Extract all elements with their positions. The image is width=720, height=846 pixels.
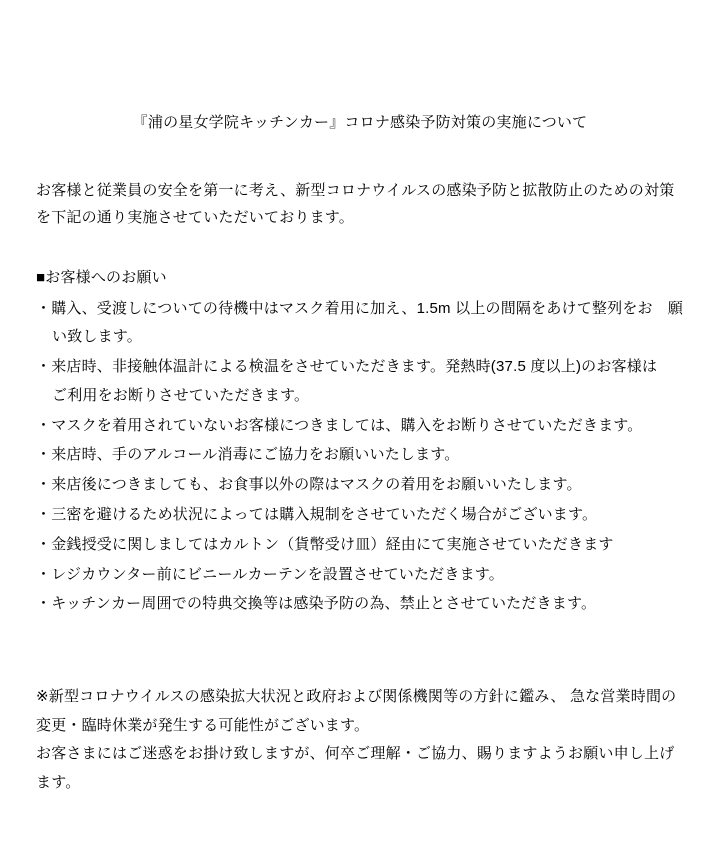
page-title: 『浦の星女学院キッチンカー』コロナ感染予防対策の実施について: [132, 114, 588, 131]
list-item: ・来店後につきましても、お食事以外の際はマスクの着用をお願いいたします。: [36, 476, 582, 494]
list-item: ・三密を避けるため状況によっては購入規制をさせていただく場合がございます。: [36, 506, 598, 524]
intro-paragraph: [36, 177, 684, 233]
footnotes-section: [36, 683, 684, 797]
footnote-apology: お客さまにはご迷惑をお掛け致しますが、何卒ご理解・ご協力、賜りますようお願い申し上げます。: [36, 745, 675, 791]
section-heading-customer-requests: ■お客様へのお願い: [36, 269, 167, 286]
requests-list: [36, 295, 684, 620]
list-item: ・キッチンカー周囲での特典交換等は感染予防の為、禁止とさせていただきます。: [36, 595, 597, 613]
requests-section: [36, 264, 684, 619]
list-item: ・来店時、非接触体温計による検温をさせていただきます。発熱時(37.5 度以上)のお客様は ご利用をお断りさせていただきます。: [36, 358, 673, 404]
list-item: ・マスクを着用されていないお客様につきましては、購入をお断りさせていただきます。: [36, 416, 643, 434]
list-item: ・レジカウンター前にビニールカーテンを設置させていただきます。: [36, 565, 504, 583]
list-item: ・購入、受渡しについての待機中はマスク着用に加え、1.5m 以上の間隔をあけて整列をお 願い致します。: [36, 299, 684, 346]
intro-text: お客様と従業員の安全を第一に考え、新型コロナウイルスの感染予防と拡散防止のための対策を下記の通り実施させていただいております。: [36, 181, 675, 227]
list-item: ・金銭授受に関しましてはカルトン（貨幣受け皿）経由にて実施させていただきます: [36, 535, 614, 553]
footnote-operating-hours: ※新型コロナウイルスの感染拡大状況と政府および関係機関等の方針に鑑み、 急な営業時間の変更・臨時休業が発生する可能性がございます。: [36, 688, 677, 734]
list-item: ・来店時、手のアルコール消毒にご協力をお願いいたします。: [36, 446, 460, 464]
